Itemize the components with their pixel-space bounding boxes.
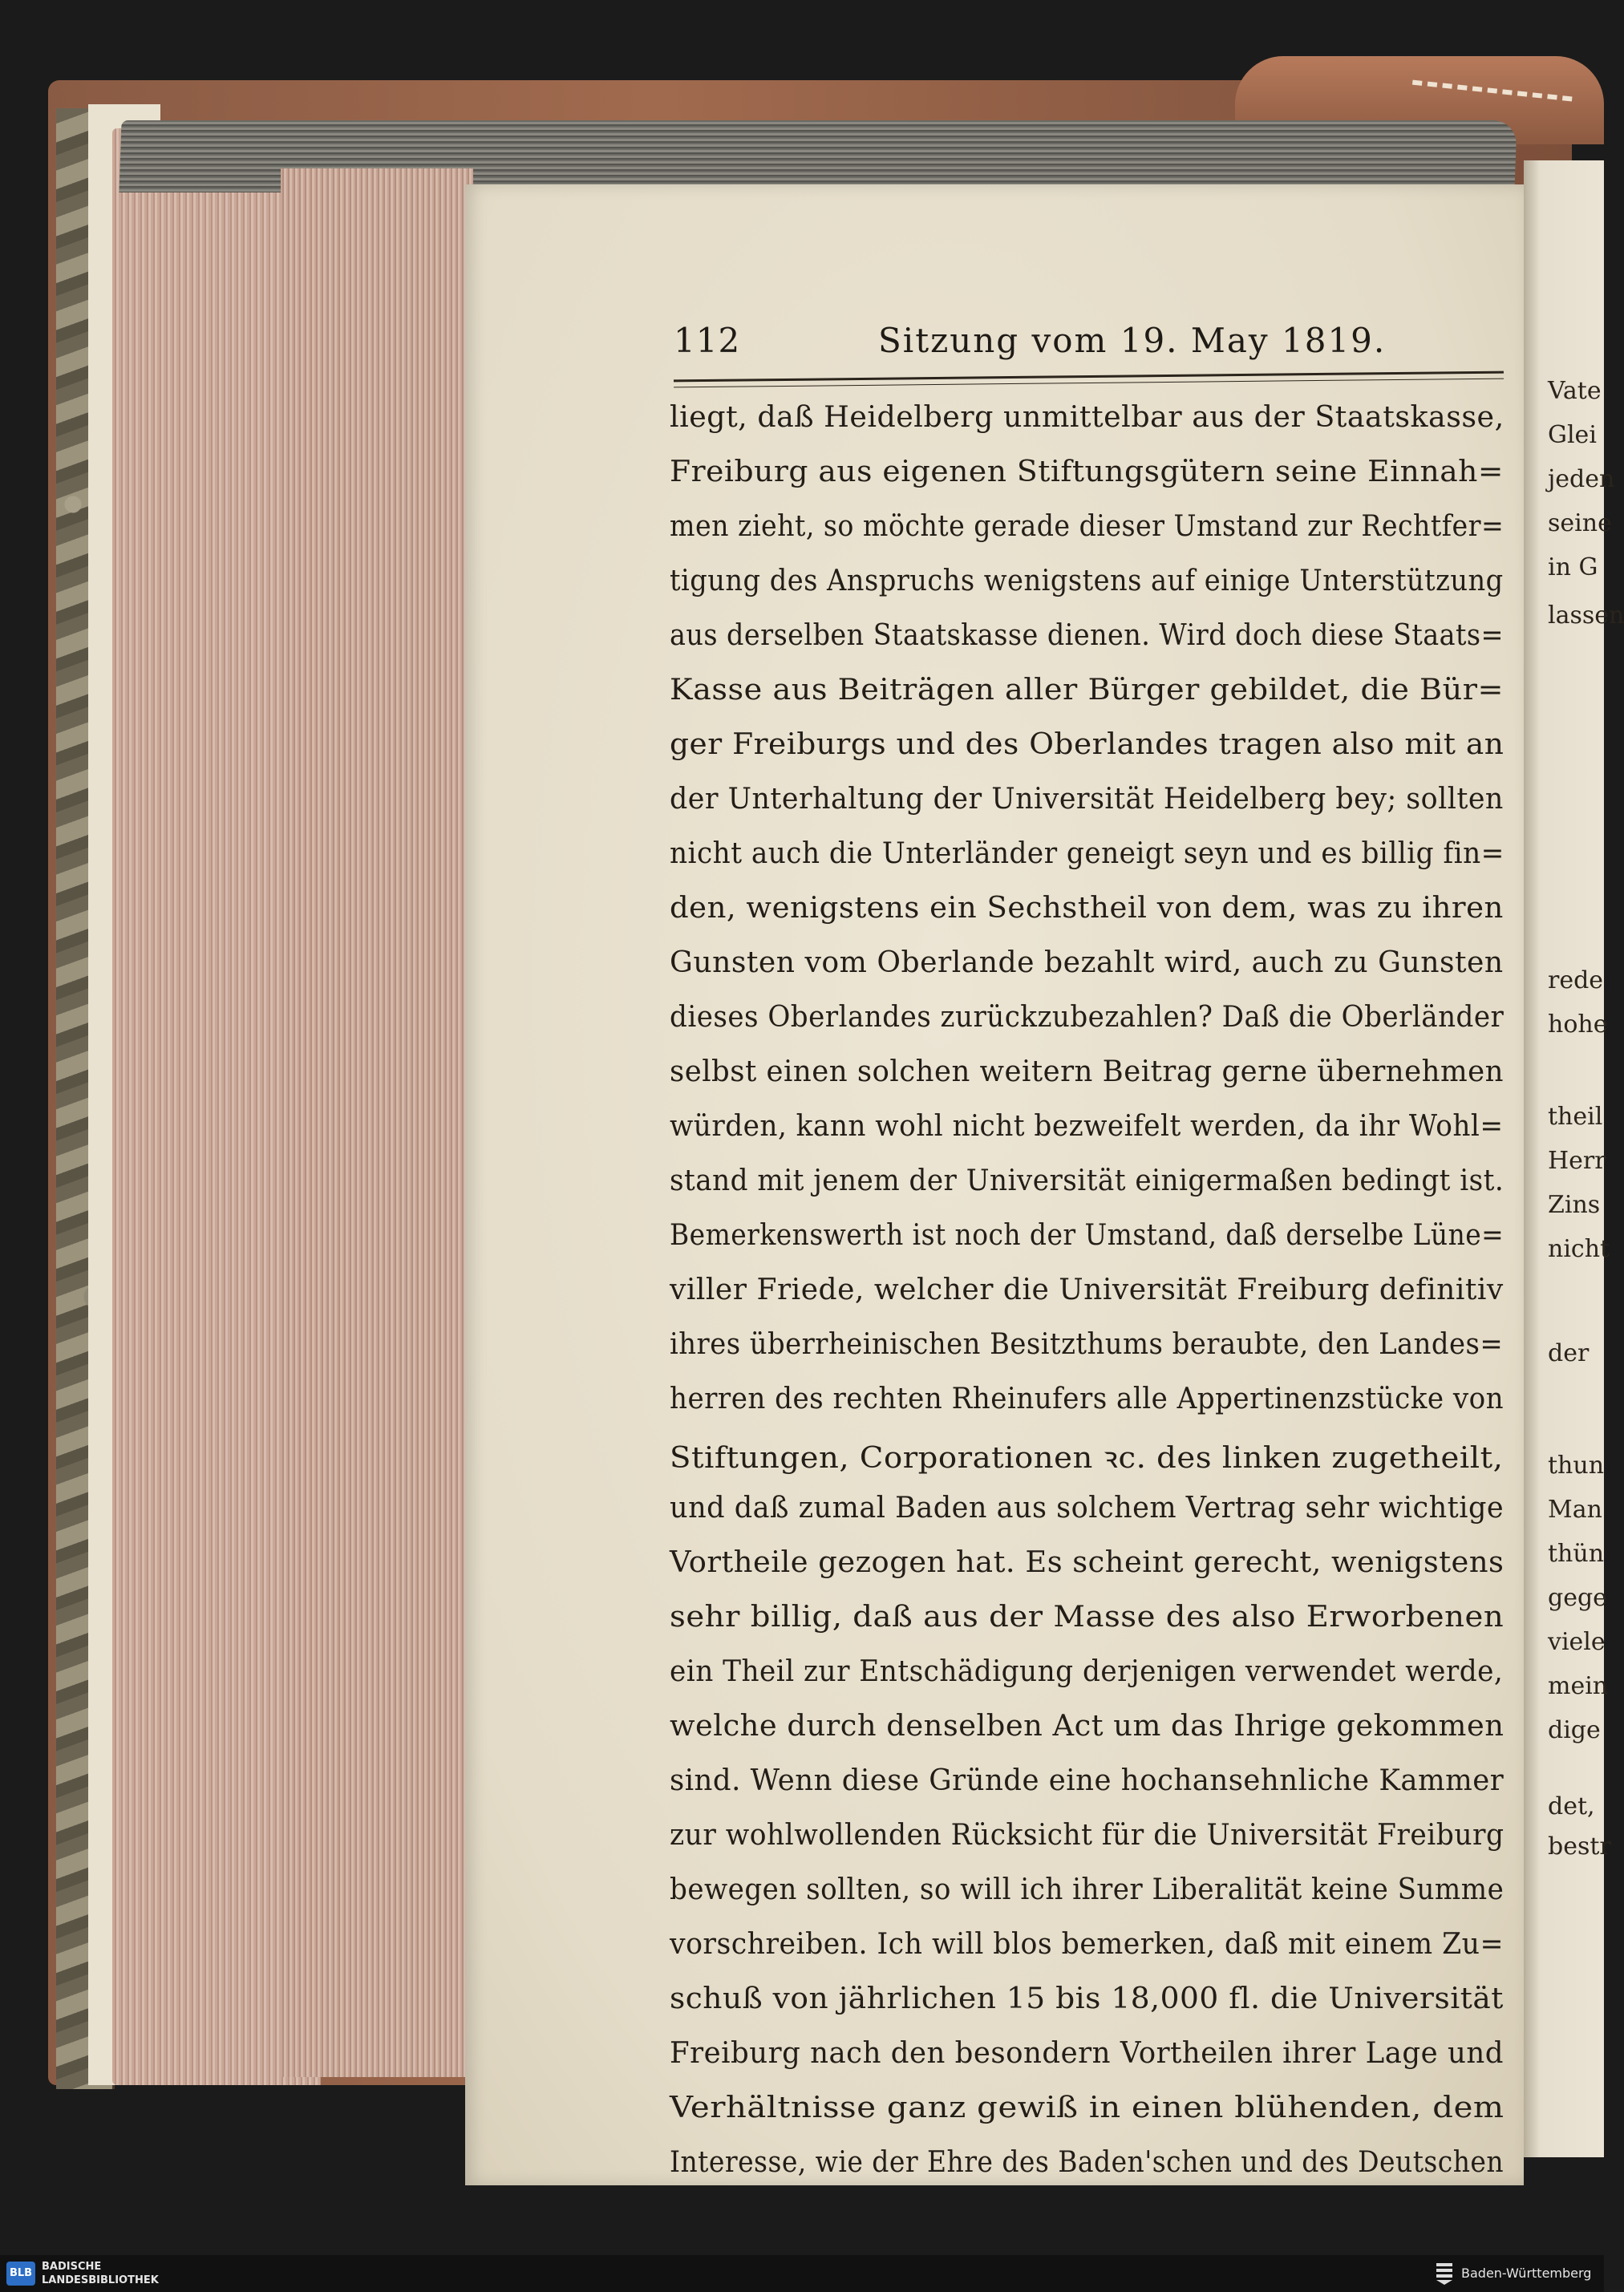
state-name: Baden-Württemberg: [1461, 2266, 1592, 2281]
baden-wuerttemberg-crest-icon: [1434, 2262, 1455, 2286]
facing-page-word: dige: [1548, 1716, 1601, 1744]
text-line: welche durch denselben Act um das Ihrige gekommen: [670, 1710, 1505, 1743]
facing-page-word: nicht: [1548, 1235, 1610, 1263]
text-line: Stiftungen, Corporationen ꝛc. des linken zugetheilt,: [670, 1442, 1504, 1475]
text-line: Freiburg nach den besondern Vortheilen ihrer Lage und: [670, 2037, 1504, 2070]
text-line: würden, kann wohl nicht bezweifelt werden, da ihr Wohl=: [670, 1110, 1504, 1143]
text-line: ger Freiburgs und des Oberlandes tragen also mit an: [670, 728, 1505, 761]
text-line: Interesse, wie der Ehre des Baden'schen und des Deutschen: [670, 2146, 1505, 2179]
page-edges-inner: [281, 168, 473, 2077]
text-line: stand mit jenem der Universität einigermaßen bedingt ist.: [670, 1164, 1505, 1197]
facing-page-word: der: [1548, 1339, 1590, 1367]
facing-page-word: theil: [1548, 1103, 1603, 1131]
text-line: ein Theil zur Entschädigung derjenigen verwendet werde,: [670, 1655, 1504, 1688]
blb-logo-icon: BLB: [6, 2262, 35, 2286]
text-line: men zieht, so möchte gerade dieser Umstand zur Rechtfer=: [670, 510, 1505, 543]
facing-page-word: bestr: [1548, 1832, 1611, 1861]
facing-page-word: Glei: [1548, 421, 1597, 449]
library-name: [42, 2260, 159, 2287]
facing-page-word: viele: [1548, 1628, 1606, 1656]
text-line: dieses Oberlandes zurückzubezahlen? Daß die Oberländer: [670, 1001, 1505, 1034]
page-number: 112: [674, 321, 741, 360]
text-line: selbst einen solchen weitern Beitrag gerne übernehmen: [670, 1055, 1505, 1088]
facing-page-word: lassen: [1548, 601, 1624, 630]
text-line: sehr billig, daß aus der Masse des also Erworbenen: [670, 1601, 1505, 1634]
facing-page-word: seine: [1548, 509, 1612, 537]
facing-page-word: Zins: [1548, 1191, 1601, 1219]
text-line: der Unterhaltung der Universität Heidelberg bey; sollten: [670, 783, 1504, 816]
text-line: schuß von jährlichen 15 bis 18,000 fl. die Universität: [670, 1982, 1504, 2015]
running-title: Sitzung vom 19. May 1819.: [878, 321, 1387, 360]
text-line: bewegen sollten, so will ich ihrer Liberalität keine Summe: [670, 1873, 1505, 1906]
footer-bar: [0, 2255, 1604, 2292]
facing-page-word: jeden: [1548, 465, 1615, 493]
text-line: viller Friede, welcher die Universität Freiburg definitiv: [670, 1274, 1504, 1306]
facing-page-word: gege: [1548, 1584, 1607, 1612]
facing-page-word: rede: [1548, 966, 1604, 994]
facing-page-word: Man: [1548, 1496, 1602, 1524]
running-head: [674, 321, 1508, 369]
text-line: aus derselben Staatskasse dienen. Wird doch diese Staats=: [670, 619, 1504, 652]
text-line: nicht auch die Unterländer geneigt seyn und es billig fin=: [670, 837, 1505, 870]
facing-page-word: mein: [1548, 1672, 1609, 1700]
facing-page-word: thün: [1548, 1540, 1605, 1568]
text-line: tigung des Anspruchs wenigstens auf einige Unterstützung: [670, 565, 1504, 597]
text-line: ihres überrheinischen Besitzthums beraubte, den Landes=: [670, 1328, 1504, 1361]
text-line: zur wohlwollenden Rücksicht für die Universität Freiburg: [670, 1819, 1505, 1852]
library-name-line1: BADISCHE: [42, 2261, 102, 2273]
text-line: Vortheile gezogen hat. Es scheint gerecht, wenigstens: [670, 1546, 1505, 1579]
text-line: sind. Wenn diese Gründe eine hochansehnliche Kammer: [670, 1764, 1505, 1797]
facing-page-word: thun: [1548, 1452, 1605, 1480]
text-line: Gunsten vom Oberlande bezahlt wird, auch zu Gunsten: [670, 946, 1504, 979]
text-line: vorschreiben. Ich will blos bemerken, daß mit einem Zu=: [670, 1928, 1505, 1961]
text-line: Bemerkenswerth ist noch der Umstand, daß derselbe Lüne=: [670, 1219, 1505, 1252]
facing-page-word: Vate: [1548, 377, 1602, 405]
text-line: Freiburg aus eigenen Stiftungsgütern seine Einnah=: [670, 456, 1504, 488]
text-line: den, wenigstens ein Sechstheil von dem, was zu ihren: [670, 892, 1504, 925]
text-line: liegt, daß Heidelberg unmittelbar aus der Staatskasse,: [670, 401, 1505, 434]
facing-page-word: Herr: [1548, 1147, 1606, 1175]
text-line: und daß zumal Baden aus solchem Vertrag sehr wichtige: [670, 1492, 1505, 1525]
text-line: Verhältnisse ganz gewiß in einen blühenden, dem: [670, 2092, 1505, 2124]
facing-page-word: hohe: [1548, 1010, 1608, 1039]
facing-page-word: det,: [1548, 1792, 1595, 1820]
library-name-line2: LANDESBIBLIOTHEK: [42, 2274, 159, 2286]
text-line: Kasse aus Beiträgen aller Bürger gebildet, die Bür=: [670, 674, 1505, 707]
text-line: herren des rechten Rheinufers alle Appertinenzstücke von: [670, 1383, 1505, 1415]
facing-page-word: in G: [1548, 553, 1598, 581]
